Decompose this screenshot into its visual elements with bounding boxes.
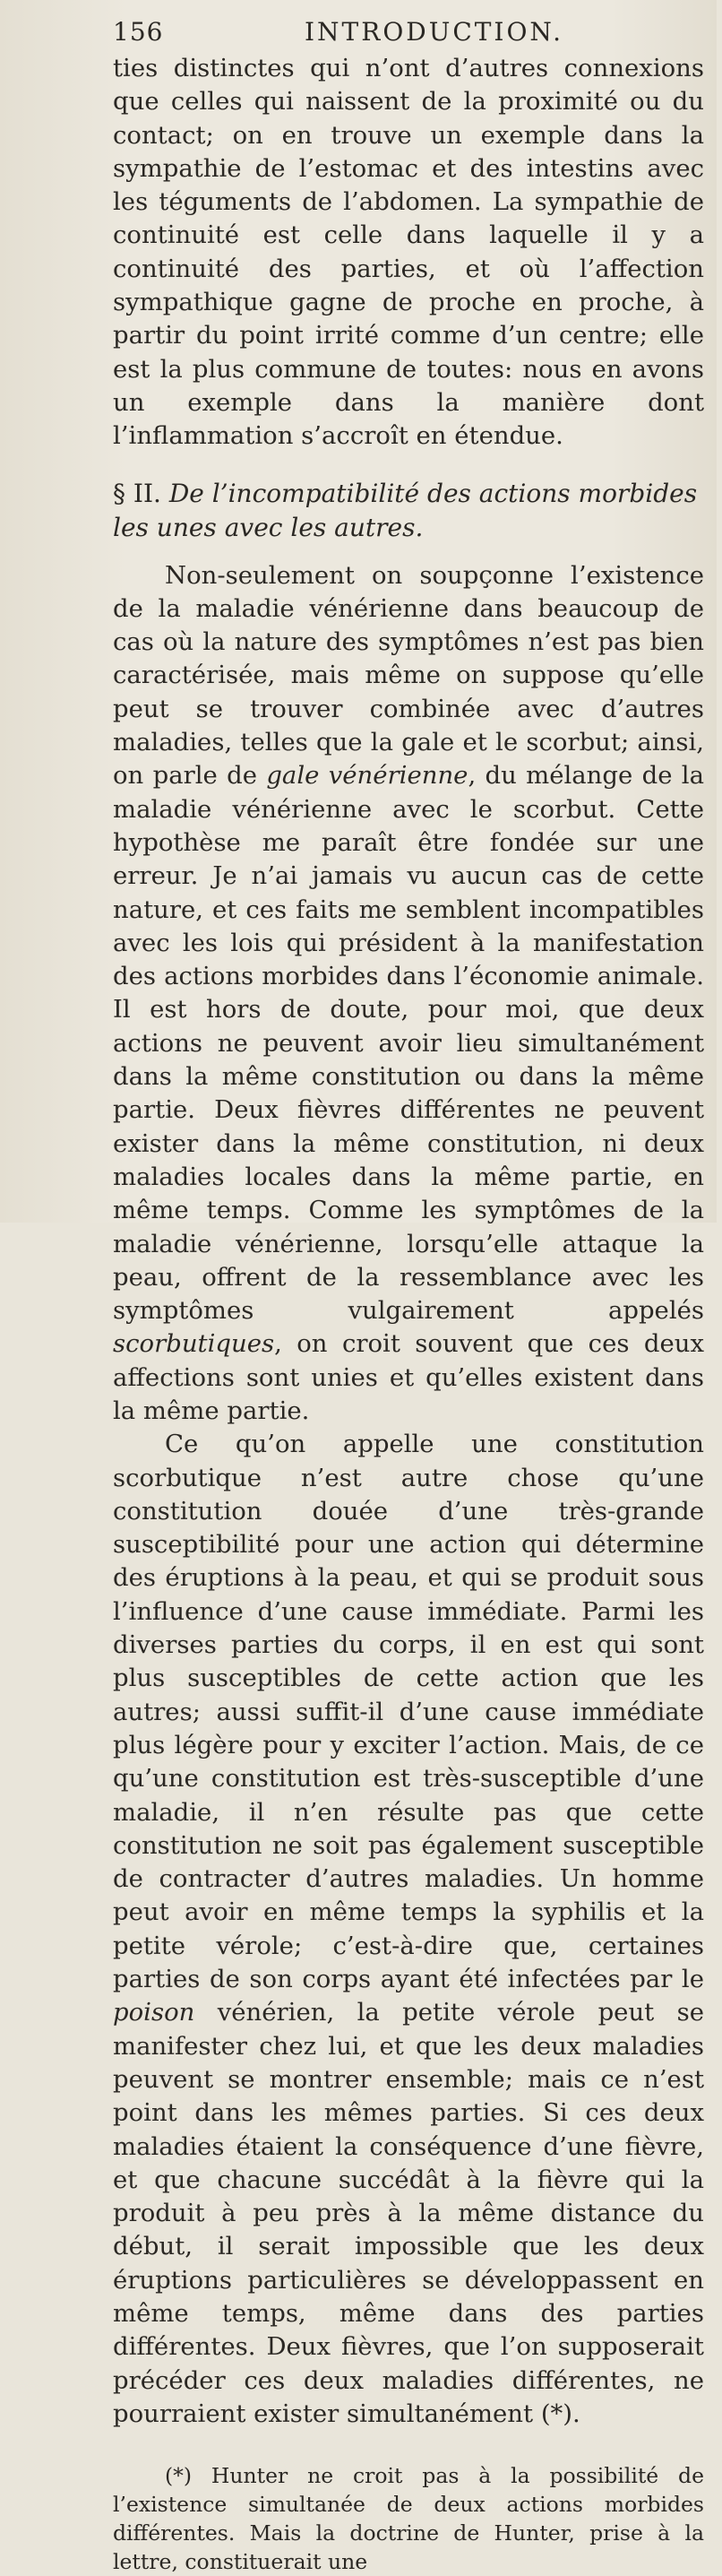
paragraph-continuation: ties distinctes qui n’ont d’autres connexions que celles qui naissent de la proximité ou du contact; on en trouve un exemple dans la sympathie de l’estomac et des intestins avec les téguments de l’abdomen. La sympathie de continuité est celle dans laquelle il y a continuité des parties, et où l’affection sympathique gagne de proche en proche, à partir du point irrité comme d’un centre; elle est la plus commune de toutes: nous en avons un exemple dans la manière dont l’inflammation s’accroît en étendue.	[113, 54, 704, 451]
paragraph-incompatibility: Non-seulement on soupçonne l’existence de la maladie vénérienne dans beaucoup de cas où la nature des symptômes n’est pas bien caractérisée, mais même on suppose qu’elle peut se trouver combinée avec d’autres maladies, telles que la gale et le scorbut; ainsi, on parle de gale vénérienne, du mélange de la maladie vénérienne avec le scorbut. Cette hypothèse me paraît être fondée sur une erreur. Je n’ai jamais vu aucun cas de cette nature, et ces faits me semblent incompatibles avec les lois qui président à la manifestation des actions morbides dans l’économie animale. Il est hors de doute, pour moi, que deux actions ne peuvent avoir lieu simultanément dans la même constitution ou dans la même partie. Deux fièvres différentes ne peuvent exister dans la même constitution, ni deux maladies locales dans la même partie, en même temps. Comme les symptômes de la maladie vénérienne, lorsqu’elle attaque la peau, offrent de la ressemblance avec les symptômes vulgairement appelés scorbutiques, on croit souvent que ces deux affections sont unies et qu’elles existent dans la même partie.	[113, 560, 704, 1425]
emphasis-poison: poison	[113, 1998, 195, 2027]
section-title: De l’incompatibilité des actions morbides les unes avec les autres.	[113, 478, 698, 542]
section-heading	[113, 477, 704, 545]
emphasis-gale: gale vénérienne	[266, 761, 468, 791]
section-number: § II.	[113, 478, 161, 508]
running-title: INTRODUCTION.	[305, 17, 564, 47]
footnote: (*) Hunter ne croit pas à la possibilité de l’existence simultanée de deux actions morbides différentes. Mais la doctrine de Hunter, prise à la lettre, constituerait une	[113, 2463, 704, 2575]
page-number: 156	[113, 17, 164, 47]
running-header	[113, 14, 722, 50]
page-body	[113, 52, 704, 2576]
paragraph-constitution: Ce qu’on appelle une constitution scorbutique n’est autre chose qu’une constitution douée d’une très-grande susceptibilité pour une action qui détermine des éruptions à la peau, et qui se produit sous l’influence d’une cause immédiate. Parmi les diverses parties du corps, il en est qui sont plus susceptibles de cette action que les autres; aussi suffit-il d’une cause immédiate plus légère pour y exciter l’action. Mais, de ce qu’une constitution est très-susceptible d’une maladie, il n’en résulte pas que cette constitution ne soit pas également susceptible de contracter d’autres maladies. Un homme peut avoir en même temps la syphilis et la petite vérole; c’est-à-dire que, certaines parties de son corps ayant été infectées par le poison vénérien, la petite vérole peut se manifester chez lui, et que les deux maladies peuvent se montrer ensemble; mais ce n’est point dans les mêmes parties. Si ces deux maladies étaient la conséquence d’une fièvre, et que chacune succédât à la fièvre qui la produit à peu près à la même distance du début, il serait impossible que les deux éruptions particulières se développassent en même temps, même dans des parties différentes. Deux fièvres, que l’on supposerait précéder ces deux maladies différentes, ne pourraient exister simultanément (*).	[113, 1430, 704, 2428]
emphasis-scorbutiques: scorbutiques	[113, 1329, 275, 1359]
